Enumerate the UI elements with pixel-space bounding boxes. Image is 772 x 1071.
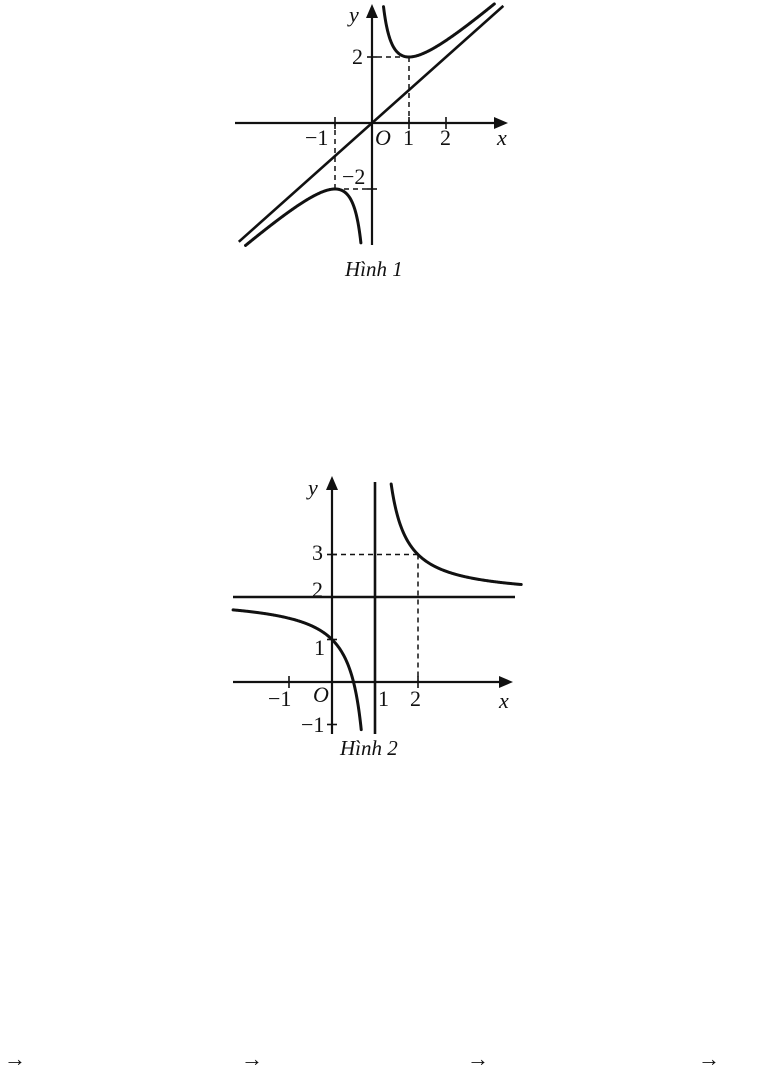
- fig1-y-axis-label: y: [349, 2, 359, 27]
- fig1-y-tick-label-2: 2: [352, 44, 363, 69]
- fig2-curve-right-branch: [391, 484, 521, 585]
- fig1-origin-label: O: [375, 125, 391, 150]
- fig1-caption: Hình 1: [345, 257, 403, 281]
- fig2-x-axis-arrow-icon: [499, 676, 513, 688]
- fig1-x-tick-label-1: 1: [403, 125, 414, 150]
- fig2-caption: Hình 2: [340, 736, 398, 760]
- fig2-x-axis-label: x: [499, 688, 509, 713]
- fig2-y-axis-label: y: [308, 475, 318, 500]
- fig2-y-tick-label-2: 2: [312, 577, 323, 602]
- bottom-arrow-2: →: [241, 1046, 263, 1071]
- fig2-ticks: [289, 555, 418, 725]
- fig2-origin-label: O: [313, 682, 329, 707]
- bottom-arrows: [4, 1046, 720, 1071]
- fig1-curve-left-branch: [246, 189, 361, 245]
- fig1-x-tick-label-2: 2: [440, 125, 451, 150]
- fig1-y-axis-arrow-icon: [366, 4, 378, 18]
- fig1-x-tick-label-neg1: −1: [305, 125, 329, 150]
- fig2-y-tick-label-3: 3: [312, 540, 323, 565]
- figure-1: [235, 2, 508, 281]
- fig2-curve-left-branch: [233, 610, 361, 730]
- bottom-arrow-3: →: [467, 1046, 489, 1071]
- fig1-y-tick-label-neg2: −2: [342, 164, 366, 189]
- fig2-y-axis-arrow-icon: [326, 476, 338, 490]
- fig1-x-axis-label: x: [497, 125, 507, 150]
- figure-2: [233, 475, 521, 760]
- fig2-x-tick-label-1: 1: [378, 686, 389, 711]
- fig2-x-tick-label-neg1: −1: [268, 686, 292, 711]
- fig2-x-tick-label-2: 2: [410, 686, 421, 711]
- fig2-y-tick-label-1: 1: [314, 635, 325, 660]
- bottom-arrow-4: →: [698, 1046, 720, 1071]
- bottom-arrow-1: →: [4, 1046, 26, 1071]
- fig2-y-tick-label-neg1: −1: [301, 712, 325, 737]
